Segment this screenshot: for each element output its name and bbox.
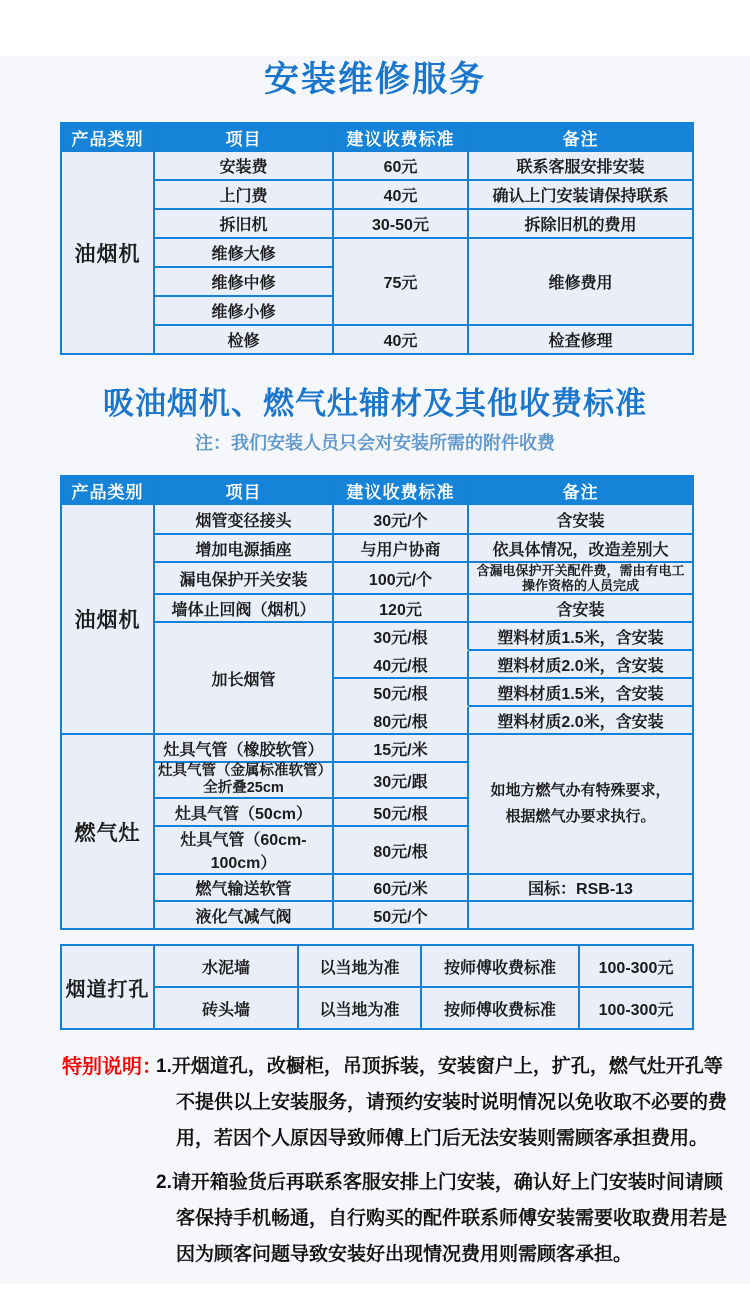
cell-item: 灶具气管（60cm-100cm） [155,827,334,875]
special-notes-label: 特别说明： [62,1056,162,1078]
note-line: 不提供以上安装服务，请预约安装时说明情况以免收取不必要的费 [176,1092,728,1113]
cell-price: 以当地为准 [299,988,422,1030]
note-line: 操作资格的人员完成 [521,578,639,593]
cell-range: 100-300元 [580,946,694,988]
cell-item [155,763,334,799]
cell-price: 30-50元 [334,210,469,239]
category-cell: 烟道打孔 [62,946,155,1030]
cell-price: 100元/个 [334,563,469,595]
note-line: 因为顾客问题导致安装好出现情况费用则需顾客承担。 [176,1244,633,1265]
accessories-subtitle: 注：我们安装人员只会对安装所需的附件收费 [195,433,555,453]
cell-note: 含安装 [469,505,694,535]
cell-note: 依具体情况，改造差别大 [469,535,694,563]
col-header-item: 项目 [155,477,334,505]
table-row [62,988,694,1030]
col-header-category: 产品类别 [62,124,155,152]
cell-item: 增加电源插座 [155,535,334,563]
special-notes-body [156,1049,728,1273]
col-header-price: 建议收费标准 [334,477,469,505]
special-notes [0,1049,750,1273]
cell-price: 75元 [334,239,469,326]
cell-note: 拆除旧机的费用 [469,210,694,239]
cell-item: 灶具气管（橡胶软管） [155,735,334,763]
cell-note [469,563,694,595]
cell-note: 国标：RSB-13 [469,875,694,902]
table-row [62,326,694,355]
table-row [62,152,694,181]
cell-item: 燃气输送软管 [155,875,334,902]
cell-item: 水泥墙 [155,946,299,988]
cell-item: 液化气减气阀 [155,902,334,930]
cell-item: 加长烟管 [155,623,334,735]
cell-price: 80元/根 [334,827,469,875]
cell-note: 联系客服安排安装 [469,152,694,181]
accessories-title: 吸油烟机、燃气灶辅材及其他收费标准 [103,386,647,421]
cell-price: 40元 [334,181,469,210]
cell-price: 30元/根 [334,623,469,651]
category-cell: 燃气灶 [62,735,155,930]
cell-item: 上门费 [155,181,334,210]
cell-note: 塑料材质1.5米，含安装 [469,623,694,651]
table-row [62,505,694,535]
table-row [62,946,694,988]
cell-price: 60元/米 [334,875,469,902]
col-header-remark: 备注 [469,477,694,505]
col-header-price: 建议收费标准 [334,124,469,152]
service-price-page [0,56,750,1304]
page-title: 安装维修服务 [263,60,486,99]
note-paragraph-2 [156,1165,728,1273]
table-row [62,535,694,563]
cell-note [469,902,694,930]
cell-price: 以当地为准 [299,946,422,988]
cell-item: 维修小修 [155,297,334,326]
cell-price: 50元/个 [334,902,469,930]
note-paragraph-1 [156,1049,728,1157]
cell-price: 50元/根 [334,679,469,707]
table-row [62,735,694,763]
table-row [62,181,694,210]
cell-price: 60元 [334,152,469,181]
page-content [0,56,750,1284]
cell-range: 100-300元 [580,988,694,1030]
cell-item: 漏电保护开关安装 [155,563,334,595]
cell-standard: 按师傅收费标准 [422,988,580,1030]
category-cell: 油烟机 [62,505,155,735]
cell-price: 40元 [334,326,469,355]
cell-note: 检查修理 [469,326,694,355]
install-repair-table [60,122,694,355]
table-row [62,623,694,651]
item-line: 全折叠25cm [203,780,284,796]
col-header-item: 项目 [155,124,334,152]
cell-price: 120元 [334,595,469,623]
cell-price: 15元/米 [334,735,469,763]
note-line: 根据燃气办要求执行。 [505,808,656,825]
cell-note [469,735,694,875]
item-line: 灶具气管（金属标准软管） [158,763,332,779]
drilling-table [60,944,694,1030]
note-line: 含漏电保护开关配件费，需由有电工 [476,563,685,578]
cell-price: 80元/根 [334,707,469,735]
table2-header-row [62,477,694,505]
table1-header-row [62,124,694,152]
cell-price: 30元/跟 [334,763,469,799]
cell-standard: 按师傅收费标准 [422,946,580,988]
col-header-remark: 备注 [469,124,694,152]
note-line: 用，若因个人原因导致师傅上门后无法安装则需顾客承担费用。 [176,1128,709,1149]
category-cell: 油烟机 [62,152,155,355]
cell-price: 30元/个 [334,505,469,535]
note-line: 客保持手机畅通，自行购买的配件联系师傅安装需要收取费用若是 [176,1208,728,1229]
cell-item: 墙体止回阀（烟机） [155,595,334,623]
cell-note: 塑料材质2.0米，含安装 [469,651,694,679]
cell-note: 含安装 [469,595,694,623]
table-row [62,210,694,239]
cell-item: 拆旧机 [155,210,334,239]
table-row [62,563,694,595]
table-row [62,875,694,902]
col-header-category: 产品类别 [62,477,155,505]
cell-item: 检修 [155,326,334,355]
accessories-fee-table [60,475,694,930]
table-row [62,595,694,623]
cell-price: 与用户协商 [334,535,469,563]
table-row [62,239,694,268]
cell-note: 确认上门安装请保持联系 [469,181,694,210]
cell-item: 维修大修 [155,239,334,268]
cell-note: 塑料材质1.5米，含安装 [469,679,694,707]
note-line: 2.请开箱验货后再联系客服安排上门安装，确认好上门安装时间请顾 [156,1172,723,1193]
cell-item: 安装费 [155,152,334,181]
cell-note: 维修费用 [469,239,694,326]
cell-item: 烟管变径接头 [155,505,334,535]
cell-item: 砖头墙 [155,988,299,1030]
cell-item: 维修中修 [155,268,334,297]
cell-note: 塑料材质2.0米，含安装 [469,707,694,735]
cell-price: 40元/根 [334,651,469,679]
cell-price: 50元/根 [334,799,469,827]
note-line: 如地方燃气办有特殊要求， [490,782,671,799]
cell-item: 灶具气管（50cm） [155,799,334,827]
note-line: 1.开烟道孔，改橱柜，吊顶拆装，安装窗户上，扩孔，燃气灶开孔等 [156,1056,723,1077]
table-row [62,902,694,930]
